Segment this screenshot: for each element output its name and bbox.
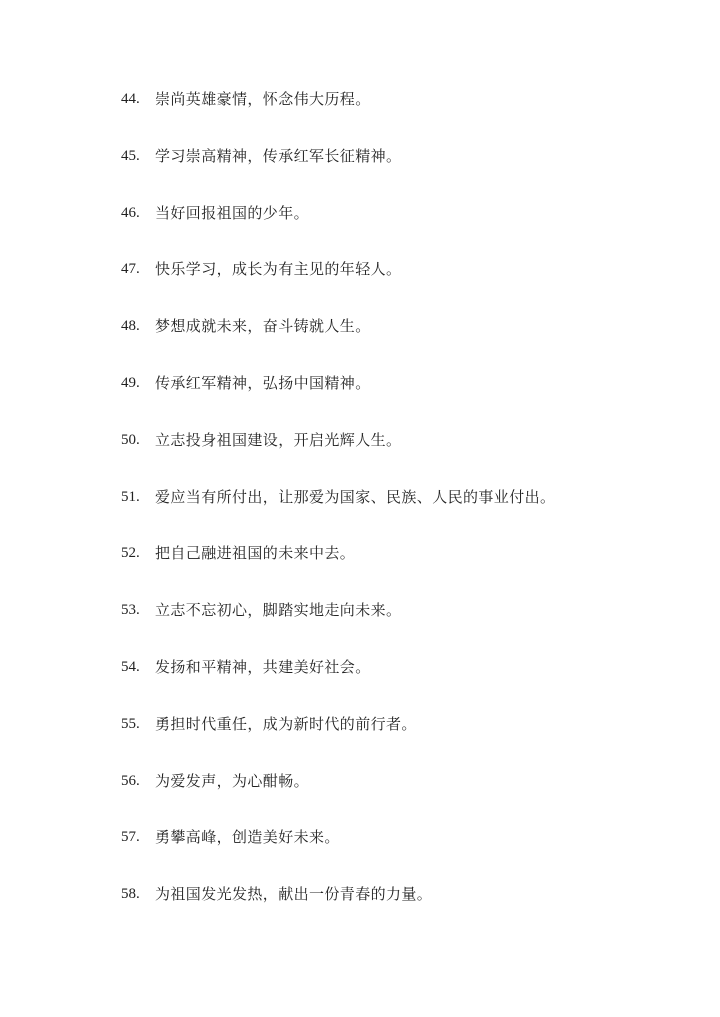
item-text: 立志不忘初心，脚踏实地走向未来。 bbox=[155, 601, 402, 620]
item-text: 为祖国发光发热，献出一份青春的力量。 bbox=[155, 885, 433, 904]
list-item bbox=[121, 86, 555, 143]
list-item bbox=[121, 484, 555, 541]
item-number: 49. bbox=[121, 374, 140, 391]
item-number: 55. bbox=[121, 715, 140, 732]
list-item bbox=[121, 881, 555, 938]
list-item bbox=[121, 540, 555, 597]
list-item bbox=[121, 200, 555, 257]
list-item bbox=[121, 256, 555, 313]
item-number: 46. bbox=[121, 204, 140, 221]
item-text: 崇尚英雄豪情，怀念伟大历程。 bbox=[155, 90, 371, 108]
item-number: 52. bbox=[121, 545, 140, 562]
item-text: 爱应当有所付出，让那爱为国家、民族、人民的事业付出。 bbox=[155, 487, 556, 506]
list-item bbox=[121, 711, 555, 768]
item-number: 54. bbox=[121, 658, 140, 675]
item-text: 立志投身祖国建设，开启光辉人生。 bbox=[155, 430, 402, 449]
item-text: 勇攀高峰，创造美好未来。 bbox=[155, 828, 340, 847]
item-number: 56. bbox=[121, 772, 140, 789]
item-text: 为爱发声，为心酣畅。 bbox=[155, 771, 310, 790]
item-text: 梦想成就未来，奋斗铸就人生。 bbox=[155, 317, 371, 336]
item-number: 51. bbox=[121, 488, 140, 505]
item-text: 学习崇高精神，传承红军长征精神。 bbox=[155, 146, 402, 165]
item-text: 当好回报祖国的少年。 bbox=[155, 203, 310, 222]
list-item bbox=[121, 370, 555, 427]
item-number: 50. bbox=[121, 431, 140, 448]
item-text: 传承红军精神，弘扬中国精神。 bbox=[155, 373, 371, 392]
numbered-list bbox=[121, 86, 555, 938]
item-number: 45. bbox=[121, 147, 140, 164]
list-item bbox=[121, 768, 555, 825]
item-number: 47. bbox=[121, 261, 140, 278]
list-item bbox=[121, 824, 555, 881]
list-item bbox=[121, 313, 555, 370]
item-number: 53. bbox=[121, 602, 140, 619]
item-number: 44. bbox=[121, 91, 140, 107]
item-number: 57. bbox=[121, 829, 140, 846]
item-text: 把自己融进祖国的未来中去。 bbox=[155, 544, 356, 563]
list-item bbox=[121, 654, 555, 711]
list-item bbox=[121, 143, 555, 200]
item-text: 快乐学习，成长为有主见的年轻人。 bbox=[155, 260, 402, 279]
item-text: 发扬和平精神，共建美好社会。 bbox=[155, 657, 371, 676]
item-number: 58. bbox=[121, 886, 140, 903]
item-text: 勇担时代重任，成为新时代的前行者。 bbox=[155, 714, 417, 733]
item-number: 48. bbox=[121, 318, 140, 335]
list-item bbox=[121, 427, 555, 484]
list-item bbox=[121, 597, 555, 654]
